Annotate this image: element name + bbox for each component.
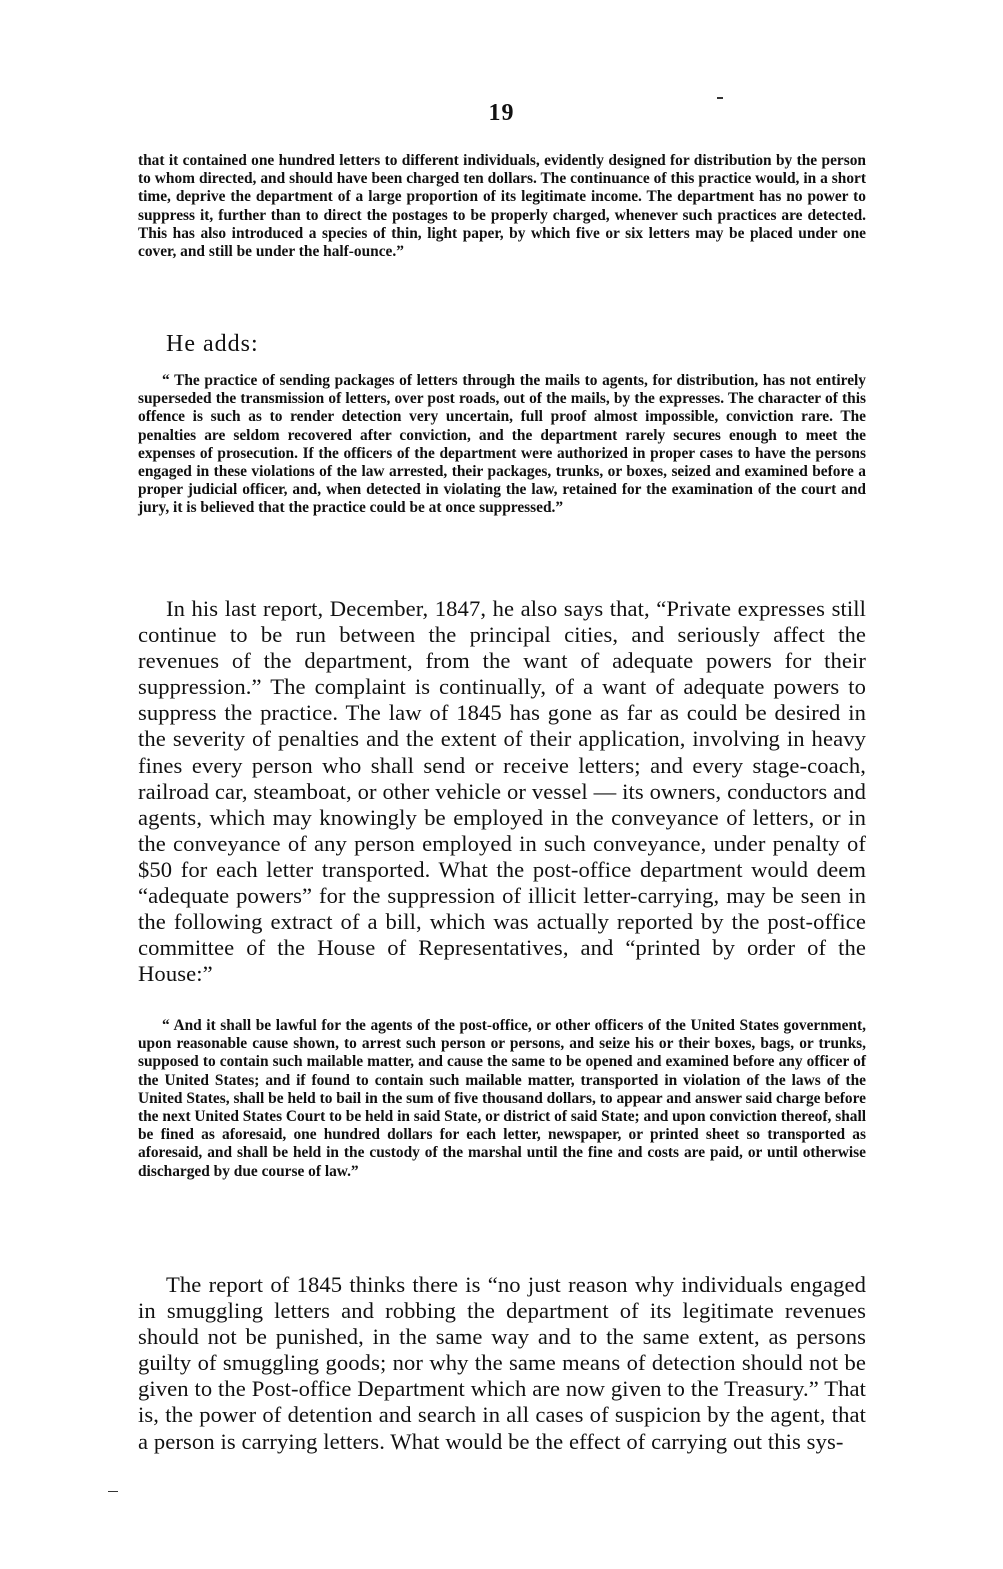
page-number: 19 [488,100,515,126]
he-adds-line: He adds: [166,331,259,357]
ink-speck [717,97,723,99]
quote-report-passage: “ The practice of sending packages of letters through the mails to agents, for distribution, has not entirely superseded the transmission of letters, over post roads, out of the mails, by the expresses. The character of this offence is such as to render detection very uncertain, full proof almost impossible, conviction rare. The penalties are seldom recovered after conviction, and the department rarely secures enough to meet the expenses of prosecution. If the officers of the department were authorized in proper cases to have the persons engaged in these violations of the law arrested, their packages, trunks, or boxes, seized and examined before a proper judicial officer, and, when detected in violating the law, retained for the examination of the court and jury, it is believed that the practice could be at once suppressed.” [138,372,866,517]
ink-speck [108,1491,118,1492]
intro-paragraph: that it contained one hundred letters to different individuals, evidently designed for distribution by the person to whom directed, and should have been charged ten dollars. The continuance of this practice would, in a short time, deprive the department of a large proportion of its legitimate income. The department has no power to suppress it, further than to direct the postages to be properly charged, whenever such practices are detected. This has also introduced a species of thin, light paper, by which five or six letters may be placed under one cover, and still be under the half-ounce.” [138,152,866,261]
main-paragraph: In his last report, December, 1847, he also says that, “Private expresses still continue to be run between the principal cities, and seriously affect the revenues of the department, from the want of adequate powers for their suppression.” The complaint is continually, of a want of adequate powers to suppress the practice. The law of 1845 has gone as far as could be desired in the severity of penalties and the extent of their application, involving in heavy fines every person who shall send or receive letters; and every stage-coach, railroad car, steamboat, or other vehicle or vessel — its owners, conductors and agents, which may knowingly be employed in the conveyance of letters, or in the conveyance of any person employed in such conveyance, under penalty of $50 for each letter transported. What the post-office department would deem “adequate powers” for the suppression of illicit letter-carrying, may be seen in the following extract of a bill, which was actually reported by the post-office committee of the House of Representatives, and “printed by order of the House:” [138,596,866,987]
quote-bill-extract: “ And it shall be lawful for the agents of the post-office, or other officers of the United States government, upon reasonable cause shown, to arrest such person or persons, and seize his or their boxes, bags, or trunks, supposed to contain such mailable matter, and cause the same to be opened and examined before any officer of the United States; and if found to contain such mailable matter, transported in violation of the laws of the United States, shall be held to bail in the sum of five thousand dollars, to appear and answer said charge before the next United States Court to be held in said State, or district of said State; and upon conviction thereof, shall be fined as aforesaid, one hundred dollars for each letter, newspaper, or printed sheet so transported as aforesaid, and shall be held in the custody of the marshal until the fine and costs are paid, or until otherwise discharged by due course of law.” [138,1017,866,1180]
final-paragraph: The report of 1845 thinks there is “no just reason why individuals engaged in smuggling letters and robbing the department of its legitimate revenues should not be punished, in the same way and to the same extent, as persons guilty of smuggling goods; nor why the same means of detection should not be given to the Post-office Department which are now given to the Treasury.” That is, the power of detention and search in all cases of suspicion by the agent, that a person is carrying letters. What would be the effect of carrying out this sys- [138,1272,866,1454]
